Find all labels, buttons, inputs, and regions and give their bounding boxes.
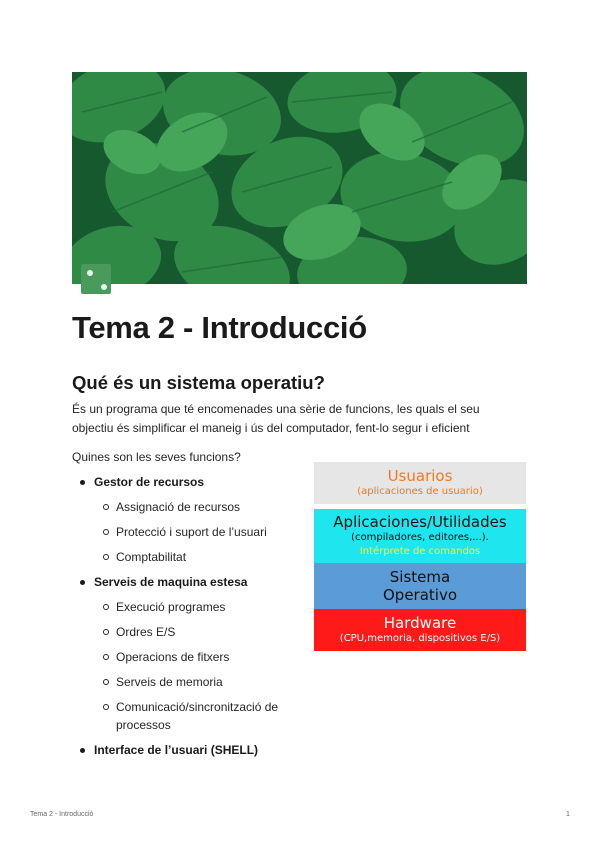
os-layers-diagram: [314, 462, 526, 651]
layer-sistema-line1: Sistema: [389, 568, 451, 586]
footer-title: Tema 2 - Introducció: [30, 811, 94, 818]
footer-page-number: 1: [566, 811, 570, 818]
layer-sistema-operativo: [314, 563, 526, 609]
layer-sistema-line2: Operativo: [382, 586, 458, 604]
cover-image: [72, 72, 527, 284]
list-item-gestor: Gestor de recursos: [72, 473, 312, 491]
intro-paragraph: És un programa que té encomenades una sèrie de funcions, les quals el seu objectiu és simplificar el maneig i ús del computador, fent-lo segur i eficient: [72, 402, 480, 435]
layer-hardware: [314, 609, 526, 651]
layer-aplicaciones: [314, 509, 526, 563]
list-subitem: Protecció i suport de l’usuari: [72, 523, 312, 541]
layer-usuarios-title: Usuarios: [387, 467, 453, 485]
layer-usuarios-subtitle: (aplicaciones de usuario): [357, 486, 483, 497]
layer-usuarios: [314, 462, 526, 504]
list-subitem: Comunicació/sincronització de processos: [72, 698, 312, 734]
layer-aplicaciones-note: Intérprete de comandos: [359, 546, 481, 557]
list-item-serveis: Serveis de maquina estesa: [72, 573, 312, 591]
page-icon: [81, 264, 111, 294]
layer-aplicaciones-title: Aplicaciones/Utilidades: [333, 513, 507, 531]
layer-aplicaciones-subtitle: (compiladores, editores,...).: [351, 532, 489, 543]
list-subitem: Ordres E/S: [72, 623, 312, 641]
icon-dot: [101, 284, 107, 290]
page-title: Tema 2 - Introducció: [72, 310, 367, 345]
functions-list: [72, 473, 312, 766]
list-subitem: Execució programes: [72, 598, 312, 616]
section-heading: Qué és un sistema operatiu?: [72, 372, 325, 393]
list-subitem: Serveis de memoria: [72, 673, 312, 691]
icon-dot: [87, 270, 93, 276]
list-subitem: Assignació de recursos: [72, 498, 312, 516]
list-subitem: Operacions de fitxers: [72, 648, 312, 666]
layer-hardware-title: Hardware: [383, 614, 457, 632]
layer-hardware-subtitle: (CPU,memoria, dispositivos E/S): [339, 633, 501, 644]
list-subitem: Comptabilitat: [72, 548, 312, 566]
leaves-illustration: [72, 72, 527, 284]
functions-lead: Quines son les seves funcions?: [72, 450, 241, 464]
list-item-interface: Interface de l’usuari (SHELL): [72, 741, 312, 759]
